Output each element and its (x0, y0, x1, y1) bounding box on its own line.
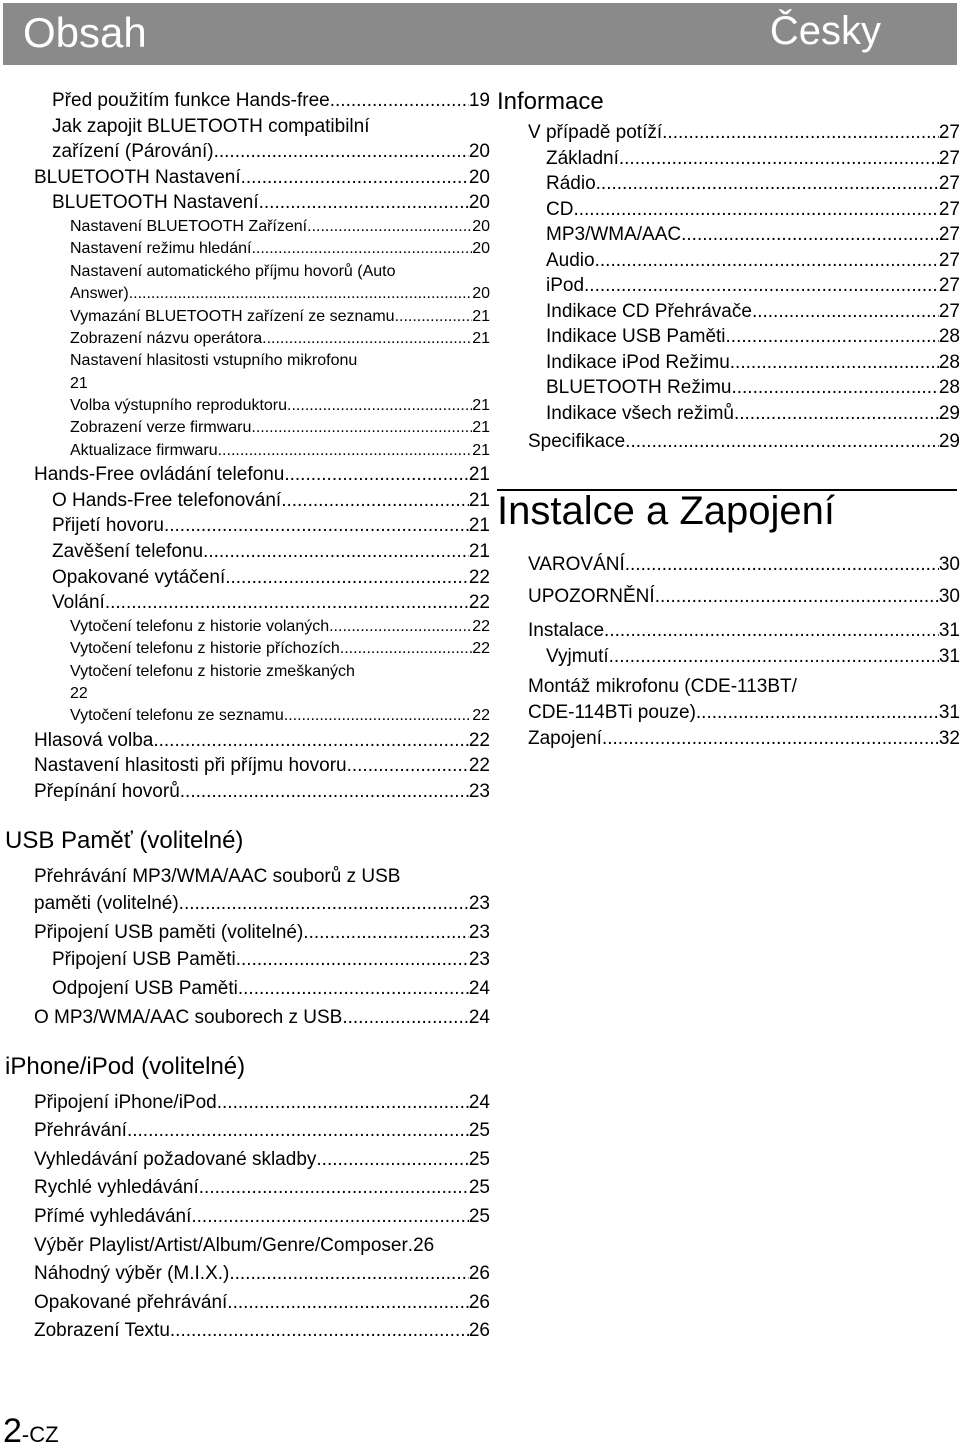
toc-entry (0, 373, 490, 395)
toc-entry-page: 22 (468, 592, 490, 614)
toc-entry-title: Vymazání BLUETOOTH zařízení ze seznamu (70, 307, 395, 325)
toc-entry-page: 21 (472, 329, 490, 347)
toc-entry-page: 20 (468, 141, 490, 163)
toc-entry-leader (284, 705, 472, 727)
toc-entry-title: iPod (546, 275, 585, 296)
toc-entry (0, 638, 490, 660)
toc-entry-title: Audio (546, 249, 595, 271)
toc-entry-leader (203, 539, 469, 565)
toc-entry-title: Přímé vyhledávání (34, 1205, 192, 1227)
toc-entry (497, 584, 960, 610)
toc-entry-leader (241, 165, 469, 191)
toc-entry-page: 27 (938, 198, 960, 220)
toc-entry-title: Vytočení telefonu ze seznamu (70, 707, 284, 725)
toc-entry (497, 401, 960, 427)
toc-entry (0, 462, 490, 488)
toc-entry-leader (655, 584, 939, 610)
toc-entry (497, 350, 960, 376)
toc-entry-page: 31 (938, 645, 960, 667)
toc-entry-leader (217, 1089, 469, 1118)
toc-entry-title: V případě potíží (528, 122, 663, 143)
toc-entry (0, 350, 490, 372)
toc-entry-page: 27 (938, 173, 960, 194)
toc-entry-title: Přehrávání (34, 1120, 127, 1142)
toc-entry-page: 22 (468, 729, 490, 751)
toc-entry-page: 22 (468, 566, 490, 588)
toc-entry-page: 22 (468, 755, 490, 777)
toc-entry-page: 23 (468, 948, 490, 970)
toc-entry-title: O MP3/WMA/AAC souborech z USB (34, 1006, 343, 1028)
toc-entry (0, 1289, 490, 1318)
toc-entry-page: 28 (938, 377, 960, 398)
toc-entry-leader (595, 248, 939, 274)
toc-entry-title: Aktualizace firmwaru (70, 441, 218, 459)
toc-entry-title: Přehrávání MP3/WMA/AAC souborů z USB (34, 865, 401, 887)
toc-entry (0, 683, 490, 705)
toc-entry-leader (284, 462, 469, 488)
toc-entry-leader (229, 1260, 469, 1289)
toc-entry-leader (696, 700, 939, 726)
toc-entry-leader (251, 417, 472, 439)
toc-entry-page: 25 (468, 1205, 490, 1227)
toc-entry-title: Indikace všech režimů (546, 402, 734, 424)
toc-entry (0, 661, 490, 683)
toc-entry-title: Vytočení telefonu z historie zmeškaných (70, 662, 355, 680)
toc-entry (0, 238, 490, 260)
toc-entry-leader (153, 728, 469, 754)
toc-entry (497, 700, 960, 726)
toc-entry-page: 21 (468, 541, 490, 563)
toc-entry-page: 21 (472, 419, 490, 437)
toc-entry-leader (227, 1289, 469, 1318)
toc-entry-page: 27 (938, 249, 960, 271)
toc-entry (0, 975, 490, 1002)
toc-entry (0, 1089, 490, 1118)
toc-entry-leader (730, 350, 939, 376)
toc-entry (0, 328, 490, 350)
toc-entry-leader (307, 216, 472, 238)
toc-entry (0, 863, 490, 890)
toc-entry-leader (619, 146, 939, 172)
toc-entry-leader (199, 1174, 469, 1203)
toc-entry-page: 21 (472, 397, 490, 415)
toc-entry-page: 26 (468, 1263, 490, 1285)
toc-info-list (497, 120, 960, 455)
toc-entry-leader (238, 975, 469, 1002)
toc-entry-title: Indikace CD Přehrávače (546, 300, 752, 322)
toc-entry-title: Jak zapojit BLUETOOTH compatibilní (52, 115, 370, 137)
toc-entry-leader (604, 618, 939, 644)
toc-entry-title: Nastavení hlasitosti vstupního mikrofonu (70, 352, 358, 370)
toc-entry-title: Instalace (528, 619, 605, 641)
toc-entry-title: 21 (70, 374, 88, 392)
toc-entry-leader (596, 171, 939, 197)
language-label: Česky (769, 9, 881, 53)
toc-entry-title: Zobrazení Textu (34, 1320, 170, 1342)
toc-bluetooth-list (0, 88, 490, 805)
toc-entry-leader (342, 1004, 469, 1031)
toc-entry-title: Odpojení USB Paměti (52, 977, 238, 999)
toc-entry-page: 27 (938, 147, 960, 169)
toc-entry (0, 779, 490, 805)
toc-entry-leader (303, 919, 469, 946)
toc-entry-page: 26 (468, 1291, 490, 1313)
toc-entry-leader (340, 638, 472, 660)
toc-entry (0, 753, 490, 779)
toc-entry-title: Vytočení telefonu z historie volaných (70, 617, 330, 635)
toc-entry-title: 22 (70, 684, 88, 702)
toc-entry-title: Vyhledávání požadované skladby (34, 1148, 317, 1170)
toc-entry-leader (218, 440, 473, 462)
toc-entry (497, 726, 960, 752)
toc-entry (497, 120, 960, 146)
toc-entry (0, 728, 490, 754)
toc-entry (0, 190, 490, 216)
toc-entry-title: Přepínání hovorů (34, 780, 180, 802)
toc-entry-title: VAROVÁNÍ (528, 553, 625, 575)
toc-entry (0, 395, 490, 417)
toc-entry (0, 417, 490, 439)
toc-entry (0, 488, 490, 514)
toc-entry (497, 324, 960, 350)
toc-entry-leader (129, 283, 473, 305)
toc-entry-title: Volání (52, 592, 105, 614)
toc-entry (497, 273, 960, 299)
toc-entry-page: 24 (468, 1006, 490, 1028)
toc-entry-title: Zavěšení telefonu (52, 541, 204, 563)
toc-entry (0, 590, 490, 616)
toc-entry-title: Vytočení telefonu z historie příchozích (70, 640, 340, 658)
toc-entry-leader (105, 590, 469, 616)
toc-entry (0, 513, 490, 539)
toc-entry-leader (281, 488, 469, 514)
toc-entry-leader (395, 306, 473, 328)
toc-entry-title: zařízení (Párování) (52, 141, 214, 163)
toc-entry-page: 26 (468, 1320, 490, 1342)
toc-entry (0, 1117, 490, 1146)
toc-entry (0, 139, 490, 165)
toc-entry-title: Připojení USB paměti (volitelné) (34, 921, 304, 943)
toc-entry-page: 22 (472, 617, 490, 635)
toc-entry (0, 539, 490, 565)
toc-entry-title: Indikace USB Paměti (546, 326, 726, 347)
toc-entry (0, 283, 490, 305)
toc-entry-title: Rádio (546, 173, 596, 194)
toc-entry-leader (251, 238, 472, 260)
toc-entry-page: 32 (938, 727, 960, 749)
toc-entry-leader (347, 753, 469, 779)
toc-entry (0, 1146, 490, 1175)
toc-entry-leader (584, 273, 939, 299)
toc-entry (497, 171, 960, 197)
toc-entry-leader (127, 1117, 469, 1146)
toc-entry (0, 1317, 490, 1346)
toc-entry-leader (681, 222, 939, 248)
toc-entry-page: 27 (938, 224, 960, 245)
toc-entry-page: 20 (468, 192, 490, 214)
toc-entry (0, 306, 490, 328)
toc-entry (0, 261, 490, 283)
toc-entry (0, 1203, 490, 1232)
toc-entry-page: 24 (468, 1091, 490, 1113)
toc-entry-page: 27 (938, 122, 960, 143)
toc-install-list (497, 552, 960, 752)
toc-entry-leader (214, 139, 469, 165)
toc-entry-page: 30 (938, 585, 960, 607)
toc-entry-page: 20 (472, 217, 490, 235)
toc-entry-page: 27 (938, 275, 960, 296)
toc-entry-leader (329, 616, 472, 638)
toc-entry-page: 21 (472, 307, 490, 325)
toc-entry-title: Před použitím funkce Hands-free (52, 90, 330, 111)
toc-entry-title: CD (546, 198, 574, 220)
page-title: Obsah (23, 9, 147, 56)
toc-left-column (0, 88, 490, 1346)
toc-entry-title: Opakované vytáčení (52, 566, 226, 588)
toc-entry (0, 565, 490, 591)
toc-entry-leader (179, 890, 469, 917)
toc-entry-title: Rychlé vyhledávání (34, 1177, 199, 1199)
toc-entry-title: Zobrazení verze firmwaru (70, 419, 252, 437)
toc-entry-page: 31 (938, 619, 960, 641)
toc-entry (497, 429, 960, 455)
toc-entry (497, 299, 960, 325)
toc-entry-page: 19 (468, 90, 490, 111)
toc-entry-title: Náhodný výběr (M.I.X.) (34, 1263, 230, 1285)
toc-entry-title: O Hands-Free telefonování (52, 489, 282, 511)
toc-entry (0, 1260, 490, 1289)
toc-entry-title: Hlasová volba (34, 729, 154, 751)
toc-entry-page: 25 (468, 1177, 490, 1199)
info-section-title: Informace (497, 88, 604, 115)
toc-entry-page: 20 (472, 240, 490, 258)
toc-entry (0, 1174, 490, 1203)
toc-entry-page: 28 (938, 351, 960, 373)
toc-entry-page: 22 (472, 707, 490, 725)
toc-entry-title: Připojení iPhone/iPod (34, 1091, 217, 1113)
toc-entry-leader (259, 190, 469, 216)
toc-entry-title: Indikace iPod Režimu (546, 351, 730, 373)
toc-entry-page: 23 (468, 780, 490, 802)
toc-entry-title: Opakované přehrávání (34, 1291, 228, 1313)
toc-entry-title: Zobrazení názvu operátora (70, 329, 263, 347)
toc-entry-leader (225, 565, 469, 591)
toc-entry-page: 23 (468, 921, 490, 943)
toc-entry-leader (170, 1317, 469, 1346)
toc-right-column (497, 88, 960, 752)
toc-entry (497, 674, 960, 700)
toc-entry (0, 919, 490, 946)
toc-entry (497, 222, 960, 248)
toc-entry-title: UPOZORNĚNÍ (528, 585, 655, 607)
toc-entry-leader (236, 946, 469, 973)
toc-entry-title: Montáž mikrofonu (CDE-113BT/ (528, 675, 797, 697)
toc-entry-page: 26 (413, 1234, 435, 1256)
toc-entry-page: 25 (468, 1148, 490, 1170)
toc-entry-leader (662, 120, 939, 146)
toc-entry (0, 216, 490, 238)
toc-entry-page: 22 (472, 640, 490, 658)
toc-entry-page: 24 (468, 977, 490, 999)
toc-entry-title: Výběr Playlist/Artist/Album/Genre/Composer (34, 1234, 408, 1256)
toc-entry (0, 946, 490, 973)
toc-entry-title: Vyjmutí (546, 645, 609, 667)
page-header (3, 3, 957, 65)
toc-entry-page: 21 (472, 441, 490, 459)
toc-entry-leader (752, 299, 939, 325)
toc-entry-page: 29 (938, 402, 960, 424)
toc-entry-leader (262, 328, 472, 350)
toc-entry-page: 29 (938, 431, 960, 452)
toc-entry-leader (164, 513, 469, 539)
toc-entry-leader (609, 644, 939, 670)
toc-entry-leader (625, 552, 939, 578)
toc-entry-title: Přijetí hovoru (52, 515, 164, 537)
page-number-suffix: -CZ (21, 1422, 59, 1447)
toc-entry (0, 165, 490, 191)
toc-entry-title: Zapojení (528, 727, 602, 749)
toc-entry-leader (287, 395, 472, 417)
toc-entry-leader (602, 726, 939, 752)
toc-ipod-list (0, 1089, 490, 1346)
toc-entry-title: BLUETOOTH Nastavení (52, 192, 259, 214)
toc-entry-title: Answer) (70, 285, 129, 303)
usb-section-title: USB Paměť (volitelné) (5, 826, 244, 854)
toc-entry-page: 21 (468, 489, 490, 511)
ipod-section-title: iPhone/iPod (volitelné) (5, 1052, 246, 1080)
toc-usb-list (0, 863, 490, 1031)
toc-entry-title: Nastavení hlasitosti při příjmu hovoru (34, 755, 347, 777)
toc-entry-leader (180, 779, 469, 805)
toc-entry-title: MP3/WMA/AAC (546, 224, 682, 245)
toc-entry-leader (731, 375, 938, 401)
toc-entry (497, 146, 960, 172)
toc-entry-leader (726, 324, 939, 350)
toc-entry-title: BLUETOOTH Nastavení (34, 166, 241, 188)
toc-entry (0, 114, 490, 140)
toc-entry-leader (330, 88, 469, 114)
toc-entry (497, 552, 960, 578)
toc-entry-title: Základní (546, 147, 619, 169)
toc-entry-leader (625, 429, 939, 455)
toc-entry-title: BLUETOOTH Režimu (546, 377, 732, 398)
toc-entry (497, 248, 960, 274)
toc-entry-page: 23 (468, 892, 490, 914)
toc-entry-leader (734, 401, 939, 427)
toc-entry-leader (191, 1203, 469, 1232)
toc-entry (0, 1004, 490, 1031)
toc-entry (0, 88, 490, 114)
toc-entry (0, 616, 490, 638)
toc-entry-title: CDE-114BTi pouze) (528, 701, 696, 723)
toc-entry-page: 21 (468, 515, 490, 537)
toc-entry-title: Nastavení režimu hledání (70, 240, 252, 258)
toc-entry-title: Hands-Free ovládání telefonu (34, 464, 285, 486)
toc-entry-title: Volba výstupního reproduktoru (70, 397, 288, 415)
toc-entry-leader (316, 1146, 468, 1175)
toc-entry (0, 1232, 490, 1261)
toc-entry-title: Nastavení BLUETOOTH Zařízení (70, 217, 308, 235)
toc-entry (497, 375, 960, 401)
install-section-title: Instalce a Zapojení (497, 488, 835, 533)
toc-entry-page: 21 (468, 464, 490, 486)
page-number-value: 2 (3, 1412, 22, 1450)
toc-entry-leader (573, 197, 938, 223)
toc-entry-page: 30 (938, 553, 960, 575)
toc-entry-title: Nastavení automatického příjmu hovorů (Auto (70, 262, 396, 280)
toc-entry-title: Specifikace (528, 431, 626, 452)
page-number (3, 1412, 59, 1451)
toc-entry-page: 20 (472, 285, 490, 303)
toc-entry-title: Připojení USB Paměti (52, 948, 236, 970)
toc-entry (0, 705, 490, 727)
toc-entry (0, 440, 490, 462)
toc-entry-page: 20 (468, 166, 490, 188)
toc-entry-page: 25 (468, 1120, 490, 1142)
toc-entry (0, 890, 490, 917)
toc-entry (497, 644, 960, 670)
toc-entry-page: 27 (938, 300, 960, 322)
toc-entry (497, 197, 960, 223)
toc-entry (497, 618, 960, 644)
toc-entry-page: 31 (938, 701, 960, 723)
toc-entry-page: 28 (938, 326, 960, 347)
toc-entry-title: paměti (volitelné) (34, 892, 179, 914)
